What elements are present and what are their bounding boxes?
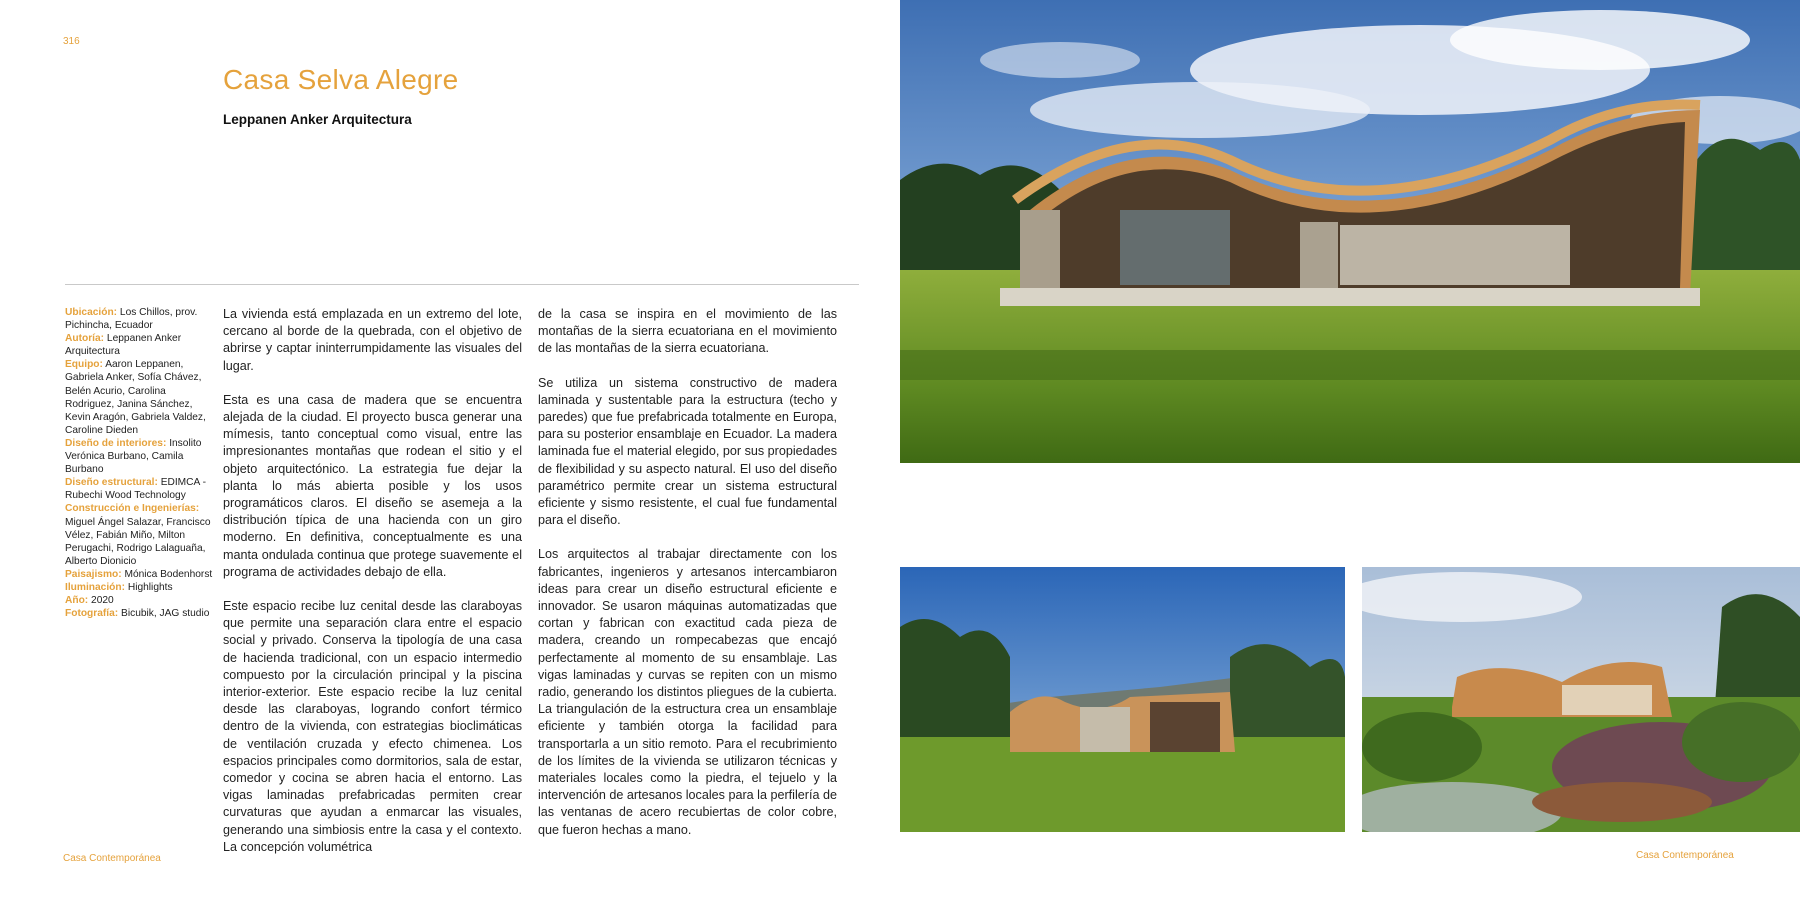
photo-house-garden: [1362, 567, 1800, 832]
credit-ubicacion: Ubicación: Los Chillos, prov. Pichincha, Ecuador: [65, 307, 198, 332]
page-title: Casa Selva Alegre: [223, 64, 459, 95]
paragraph: de la casa se inspira en el movimiento de las montañas de la sierra ecuatoriana en el movimiento de las montañas de la sierra ecuatoriana.: [538, 307, 837, 356]
footer-section-name-right: Casa Contemporánea: [1636, 850, 1734, 861]
photo-house-exterior: [900, 567, 1345, 832]
paragraph: Los arquitectos al trabajar directamente con los fabricantes, ingenieros y artesanos intercambiaron ideas para crear un diseño estructural eficiente e innovador. Se usaron máquinas automatizadas que cortan y fabrican con exactitud cada pieza de madera, creando un rompecabezas que encajó perfectamente al momento de su ensamblaje. Las vigas laminadas y curvas se repiten con un mismo radio, generando los distintos pliegues de la cubierta. La triangulación de la estructura crea un ensamblaje eficiente y también otorga la facilidad para transportarla a un sitio remoto. Para el recubrimiento de los límites de la vivienda se utilizaron técnicas y materiales locales como la piedra, el tejuelo y la intervención de artesanos locales para la perfilería de las ventanas de acero recubiertas de color cobre, que fueron hechas a mano.: [538, 547, 837, 837]
credit-interiores: Diseño de interiores: Insolito Verónica Burbano, Camila Burbano: [65, 437, 202, 476]
divider-rule: [65, 284, 859, 285]
photo-house-main: [900, 0, 1800, 463]
credit-equipo: Equipo: Aaron Leppanen, Gabriela Anker, Sofía Chávez, Belén Acurio, Carolina Rodriguez, Janina Sánchez, Kevin Aragón, Gabriela Valdez, Caroline Dieden: [65, 359, 206, 436]
credit-ano: Año: 2020: [65, 595, 114, 607]
credit-paisajismo: Paisajismo: Mónica Bodenhorst: [65, 568, 213, 580]
project-credits: [65, 306, 215, 620]
paragraph: Este espacio recibe luz cenital desde las claraboyas que permite una separación clara entre el espacio social y privado. Conserva la tipología de una casa de hacienda tradicional, con un espacio intermedio compuesto por la circulación principal y la piscina interior-exterior. Este espacio recibe la luz cenital desde las claraboyas, logrando confort térmico dentro de la vivienda, con estrategias bioclimáticas de ventilación cruzada y efecto chimenea. Los espacios principales como dormitorios, sala de estar, comedor y cocina se abren hacia el entorno. Las vigas laminadas prefabricadas permiten crear curvaturas que ayudan a enmarcar las visuales, generando una simbiosis entre la casa y el contexto. La concepción volumétrica: [223, 599, 522, 854]
page-number: 316: [63, 36, 80, 47]
paragraph: La vivienda está emplazada en un extremo del lote, cercano al borde de la quebrada, con el objetivo de abrirse y captar ininterrumpidamente las visuales del lugar.: [223, 307, 522, 373]
body-column-2: [538, 306, 837, 856]
credit-fotografia: Fotografía: Bicubik, JAG studio: [65, 608, 210, 620]
paragraph: Se utiliza un sistema constructivo de madera laminada y sustentable para la estructura (techo y paredes) que fue prefabricada totalmente en Europa, para su posterior ensamblaje en Ecuador. La madera laminada fue el material elegido, por sus propiedades de flexibilidad y su aspecto natural. El uso del diseño paramétrico permite crear un sistema estructural eficiente y sismo resistente, el cual fue fundamental para el diseño.: [538, 375, 837, 528]
credit-autoria: Autoría: Leppanen Anker Arquitectura: [65, 333, 182, 358]
architect-name: Leppanen Anker Arquitectura: [223, 112, 412, 127]
body-column-1: [223, 306, 522, 873]
credit-iluminacion: Iluminación: Highlights: [65, 581, 173, 593]
credit-estructural: Diseño estructural: EDIMCA - Rubechi Wood Technology: [65, 477, 206, 502]
footer-section-name: Casa Contemporánea: [63, 853, 161, 864]
credit-construccion: Construcción e Ingenierías: Miguel Ángel Salazar, Francisco Vélez, Fabián Miño, Milton Perugachi, Rodrigo Lalaguaña, Alberto Dionicio: [65, 503, 211, 567]
paragraph: Esta es una casa de madera que se encuentra alejada de la ciudad. El proyecto busca generar una mímesis, tanto conceptual como visual, entre las impresionantes montañas que rodean el sitio y el objeto arquitectónico. La estrategia fue dejar la planta lo más abierta posible y los usos programáticos claros. El diseño se asemeja a la distribución típica de una hacienda con un giro moderno. En definitiva, conceptualmente es una manta ondulada continua que protege suavemente el programa de actividades debajo de ella.: [223, 392, 522, 579]
